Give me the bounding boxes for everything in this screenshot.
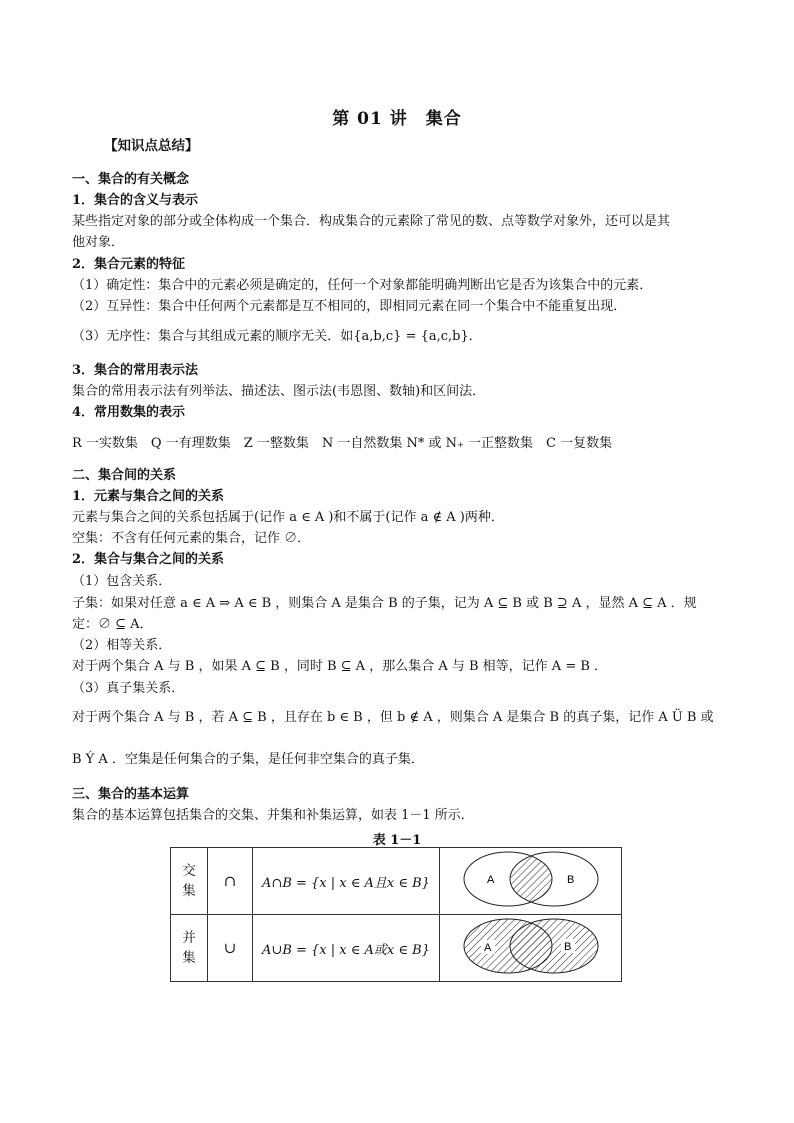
section-heading-2: 二、集合间的关系 [72, 468, 177, 483]
operation-symbol: ∩ [208, 848, 253, 915]
operation-definition: A∩B = {x | x ∈ A且x ∈ B} [253, 848, 440, 915]
operation-definition: A∪B = {x | x ∈ A或x ∈ B} [253, 915, 440, 982]
paragraph-6e: 对于两个集合 A 与 B ，如果 A ⊆ B ，同时 B ⊆ A ，那么集合 A 与 B 相等，记作 A = B ． [72, 659, 608, 674]
paragraph-2a: （1）确定性：集合中的元素必须是确定的，任何一个对象都能明确判断出它是否为该集合中的元素． [72, 278, 653, 293]
table-caption: 表 1－1 [372, 833, 422, 848]
paragraph-3: 集合的常用表示法有列举法、描述法、图示法(韦恩图、数轴)和区间法． [72, 384, 486, 399]
paragraph-6h: B Ý A ．空集是任何集合的子集，是任何非空集合的真子集． [72, 752, 424, 767]
table-row [171, 848, 622, 915]
paragraph-5b: 空集：不含有任何元素的集合，记作 ∅． [72, 531, 311, 546]
intersection-venn-diagram [441, 848, 621, 910]
paragraph-2b: （2）互异性：集合中任何两个元素都是互不相同的，即相同元素在同一个集合中不能重复出现． [72, 299, 627, 314]
summary-heading: 【知识点总结】 [104, 138, 199, 154]
subheading-1-2: 2．集合元素的特征 [72, 257, 186, 272]
paragraph-6f: （3）真子集关系． [72, 681, 185, 696]
paragraph-6c: 定：∅ ⊆ A． [72, 617, 153, 632]
paragraph-6g: 对于两个集合 A 与 B ，若 A ⊆ B ，且存在 b ∈ B ，但 b ∉ A ，则集合 A 是集合 B 的真子集，记作 A Ü B 或 [72, 710, 714, 725]
page-title: 第 01 讲 集合 [332, 109, 462, 129]
operation-name-char: 交 [182, 863, 196, 879]
operation-name-char: 并 [182, 930, 196, 946]
set-b-label: B [563, 941, 571, 953]
paragraph-1b: 他对象． [72, 235, 125, 250]
operation-name-cell [171, 848, 208, 915]
operation-name-char: 集 [182, 950, 196, 966]
subheading-2-1: 1．元素与集合之间的关系 [72, 489, 225, 504]
paragraph-7: 集合的基本运算包括集合的交集、并集和补集运算，如表 1－1 所示． [72, 808, 474, 823]
section-heading-3: 三、集合的基本运算 [72, 787, 190, 802]
union-venn-diagram [441, 915, 621, 977]
subheading-2-2: 2．集合与集合之间的关系 [72, 552, 225, 567]
paragraph-6b: 子集：如果对任意 a ∈ A ⇒ A ∈ B ，则集合 A 是集合 B 的子集，记为 A ⊆ B 或 B ⊇ A ，显然 A ⊆ A ．规 [72, 596, 697, 611]
paragraph-2c: （3）无序性：集合与其组成元素的顺序无关．如{a,b,c} = {a,c,b}． [72, 329, 482, 344]
section-heading-1: 一、集合的有关概念 [72, 172, 190, 187]
venn-diagram-cell [440, 915, 622, 982]
set-a-label: A [483, 942, 491, 954]
paragraph-1a: 某些指定对象的部分或全体构成一个集合．构成集合的元素除了常见的数、点等数学对象外，还可以是其 [72, 214, 671, 229]
set-operations-table [170, 847, 622, 982]
operation-symbol: ∪ [208, 915, 253, 982]
paragraph-4: R 一实数集 Q 一有理数集 Z 一整数集 N 一自然数集 N* 或 N₊ 一正整数集 C 一复数集 [72, 436, 613, 451]
subheading-1-3: 3．集合的常用表示法 [72, 363, 199, 378]
operation-name-cell [171, 915, 208, 982]
subheading-1-4: 4．常用数集的表示 [72, 405, 186, 420]
venn-diagram-cell [440, 848, 622, 915]
subheading-1-1: 1．集合的含义与表示 [72, 193, 199, 208]
set-b-label: B [566, 874, 574, 886]
paragraph-5a: 元素与集合之间的关系包括属于(记作 a ∈ A )和不属于(记作 a ∉ A )两种． [72, 510, 504, 525]
paragraph-6d: （2）相等关系． [72, 638, 172, 653]
set-a-label: A [486, 874, 494, 886]
paragraph-6a: （1）包含关系． [72, 574, 172, 589]
operation-name-char: 集 [182, 883, 196, 899]
table-row [171, 915, 622, 982]
